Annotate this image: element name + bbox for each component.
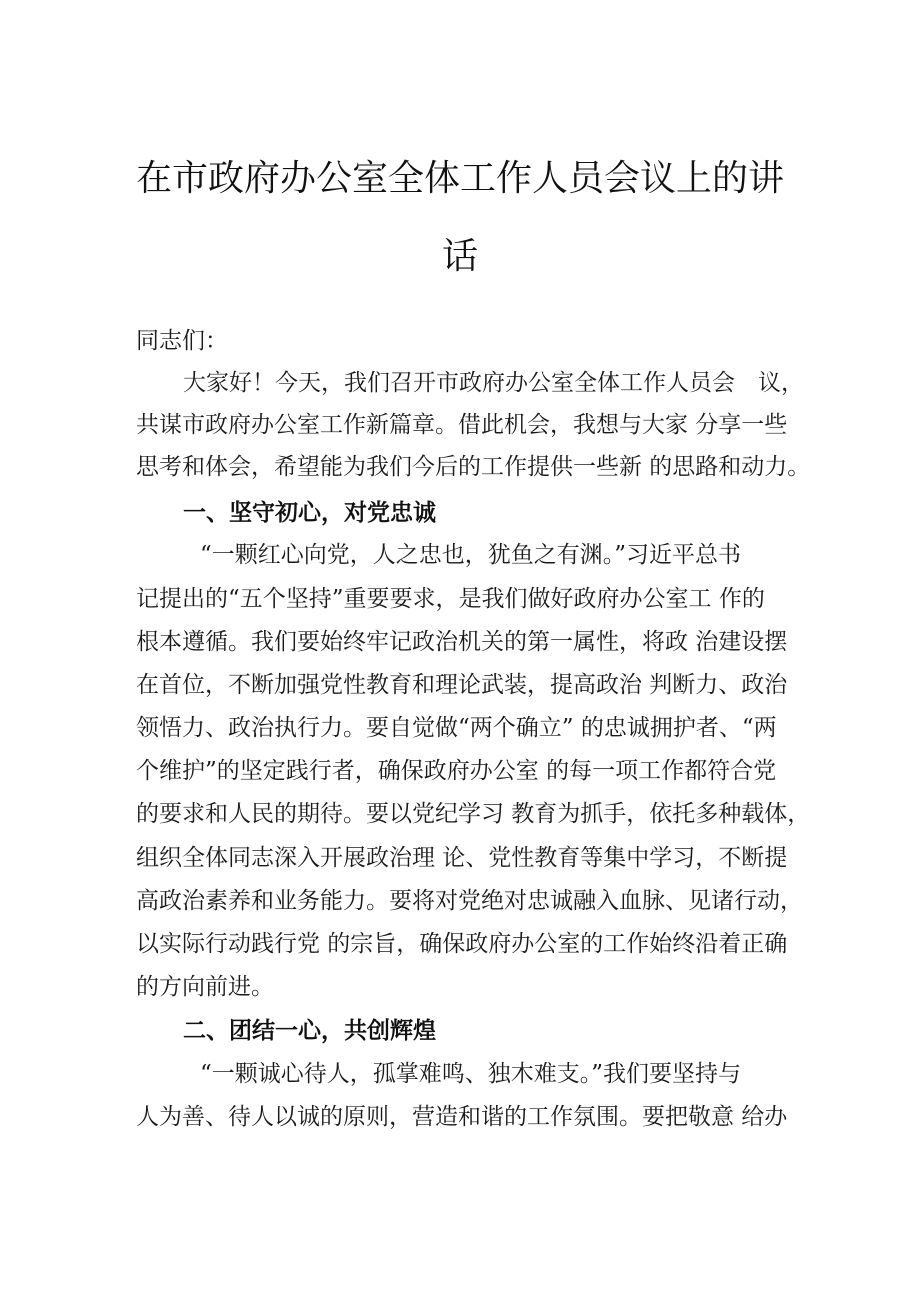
section-1-line-5: 领悟力、政治执行力。要自觉做“两个确立” 的忠诚拥护者、“两 [136, 715, 777, 741]
section-1-line-8: 组织全体同志深入开展政治理 论、党性教育等集中学习，不断提 [136, 845, 788, 871]
intro-line-2: 共谋市政府办公室工作新篇章。借此机会，我想与大家 分享一些 [136, 412, 788, 438]
section-2-line-1: “一颗诚心待人，孤掌难鸣、独木难支。”我们要坚持与 [200, 1061, 742, 1087]
section-1-line-1: “一颗红心向党，人之忠也，犹鱼之有渊。”习近平总书 [200, 542, 742, 568]
intro-line-3: 思考和体会，希望能为我们今后的工作提供一些新 的思路和动力。 [136, 454, 811, 480]
section-1-line-6: 个维护”的坚定践行者，确保政府办公室 的每一项工作都符合党 [136, 758, 777, 784]
section-1-line-10: 以实际行动践行党 的宗旨，确保政府办公室的工作始终沿着正确 [136, 931, 788, 957]
section-1-line-3: 根本遵循。我们要始终牢记政治机关的第一属性，将政 治建设摆 [136, 629, 788, 655]
section-1-line-9: 高政治素养和业务能力。要将对党绝对忠诚融入血脉、见诸行动， [136, 888, 803, 914]
section-1-line-2: 记提出的“五个坚持”重要要求，是我们做好政府办公室工 作的 [136, 586, 765, 612]
document-title-line-1: 在市政府办公室全体工作人员会议上的讲 [135, 158, 784, 199]
salutation: 同志们： [136, 328, 228, 354]
section-1-line-4: 在首位，不断加强党性教育和理论武装，提高政治 判断力、政治 [136, 672, 788, 698]
section-1-line-7: 的要求和人民的期待。要以党纪学习 教育为抓手，依托多种载体， [136, 801, 811, 827]
document-title-line-2: 话 [441, 236, 478, 277]
intro-line-1: 大家好！今天，我们召开市政府办公室全体工作人员会 议， [183, 370, 804, 396]
section-2-line-2: 人为善、待人以诚的原则，营造和谐的工作氛围。要把敬意 给办 [136, 1104, 788, 1130]
section-1-line-11: 的方向前进。 [136, 974, 274, 1000]
section-2-heading: 二、团结一心，共创辉煌 [183, 1018, 436, 1044]
section-1-heading: 一、坚守初心，对党忠诚 [183, 500, 436, 526]
